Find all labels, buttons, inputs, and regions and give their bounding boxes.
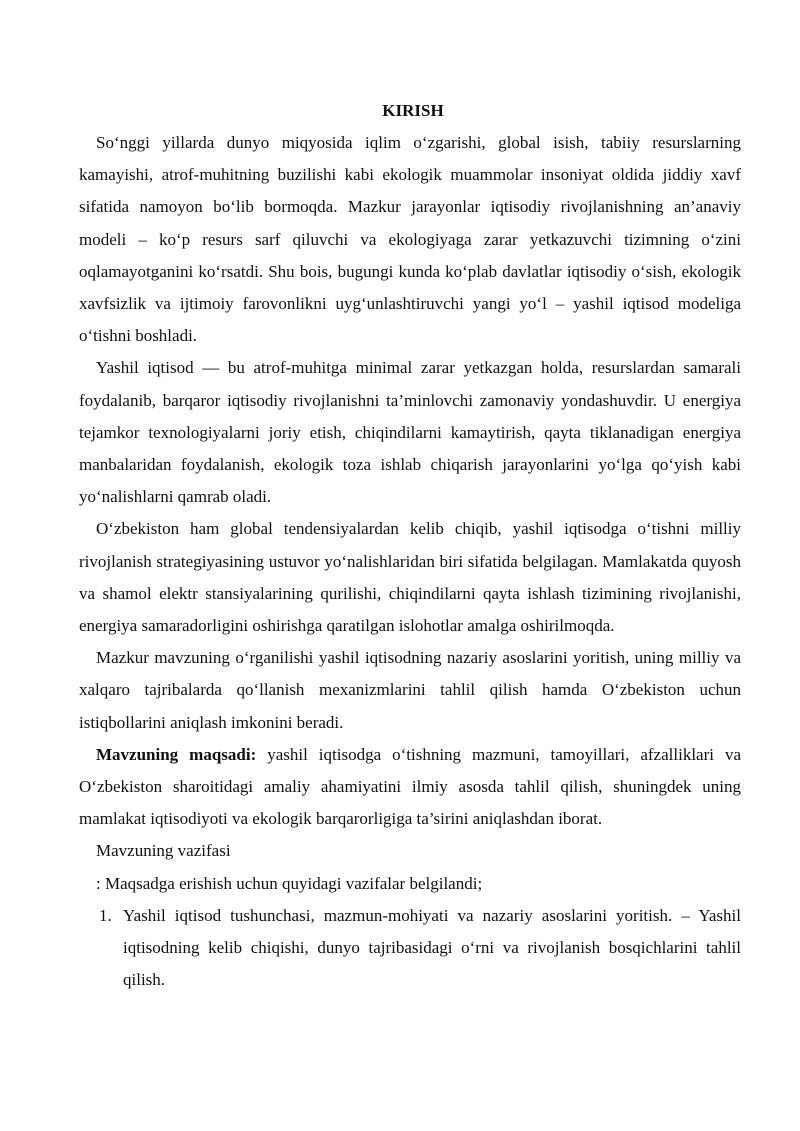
list-item-text: Yashil iqtisod tushunchasi, mazmun-mohiyati va nazariy asoslarini yoritish. – Yashil iqtisodning kelib chiqishi, dunyo tajribasidagi o‘rni va rivojlanish bosqichlarini tahlil qilish. bbox=[123, 905, 741, 990]
intro-paragraph-3: O‘zbekiston ham global tendensiyalardan kelib chiqib, yashil iqtisodga o‘tishni milliy rivojlanish strategiyasining ustuvor yo‘nalishlaridan biri sifatida belgilagan. Mamlakatda quyosh va shamol elektr stansiyalarining qurilishi, chiqindilarni qayta ishlash tizimining rivojlanishi, energiya samaradorligini oshirishga qaratilgan islohotlar amalga oshirilmoqda. bbox=[79, 519, 741, 636]
document-title: KIRISH bbox=[382, 101, 444, 120]
tasks-list bbox=[79, 900, 741, 997]
goal-label: Mavzuning maqsadi: bbox=[96, 744, 257, 764]
document-page bbox=[79, 95, 741, 996]
goal-text: yashil iqtisodga o‘tishning mazmuni, tamoyillari, afzalliklari va O‘zbekiston sharoitidagi amaliy ahamiyatini ilmiy asosda tahlil qilish, shuningdek uning mamlakat iqtisodiyoti va ekologik barqarorligiga ta’sirini aniqlashdan iborat. bbox=[79, 744, 741, 829]
goal-paragraph bbox=[79, 739, 741, 836]
intro-paragraph-2: Yashil iqtisod — bu atrof-muhitga minimal zarar yetkazgan holda, resurslardan samarali foydalanib, barqaror iqtisodiy rivojlanishni ta’minlovchi zamonaviy yondashuvdir. U energiya tejamkor texnologiyalarni joriy etish, chiqindilarni kamaytirish, qayta tiklanadigan energiya manbalaridan foydalanish, ekologik toza ishlab chiqarish jarayonlarini yo‘lga qo‘yish kabi yo‘nalishlarni qamrab oladi. bbox=[79, 358, 741, 507]
intro-paragraph-4: Mazkur mavzuning o‘rganilishi yashil iqtisodning nazariy asoslarini yoritish, uning milliy va xalqaro tajribalarda qo‘llanish mexanizmlarini tahlil qilish hamda O‘zbekiston uchun istiqbollarini aniqlash imkonini beradi. bbox=[79, 648, 741, 732]
list-item bbox=[79, 900, 741, 997]
intro-paragraph-1: So‘nggi yillarda dunyo miqyosida iqlim o‘zgarishi, global isish, tabiiy resurslarning kamayishi, atrof-muhitning buzilishi kabi ekologik muammolar insoniyat oldida jiddiy xavf sifatida namoyon bo‘lib bormoqda. Mazkur jarayonlar iqtisodiy rivojlanishning an’anaviy modeli – ko‘p resurs sarf qiluvchi va ekologiyaga zarar yetkazuvchi tizimning o‘zini oqlamayotganini ko‘rsatdi. Shu bois, bugungi kunda ko‘plab davlatlar iqtisodiy o‘sish, ekologik xavfsizlik va ijtimoiy farovonlikni uyg‘unlashtiruvchi yangi yo‘l – yashil iqtisod modeliga o‘tishni boshladi. bbox=[79, 133, 741, 346]
tasks-heading: Mavzuning vazifasi bbox=[96, 841, 231, 861]
list-item-number: 1. bbox=[99, 905, 112, 925]
tasks-intro: : Maqsadga erishish uchun quyidagi vazifalar belgilandi; bbox=[96, 873, 483, 893]
